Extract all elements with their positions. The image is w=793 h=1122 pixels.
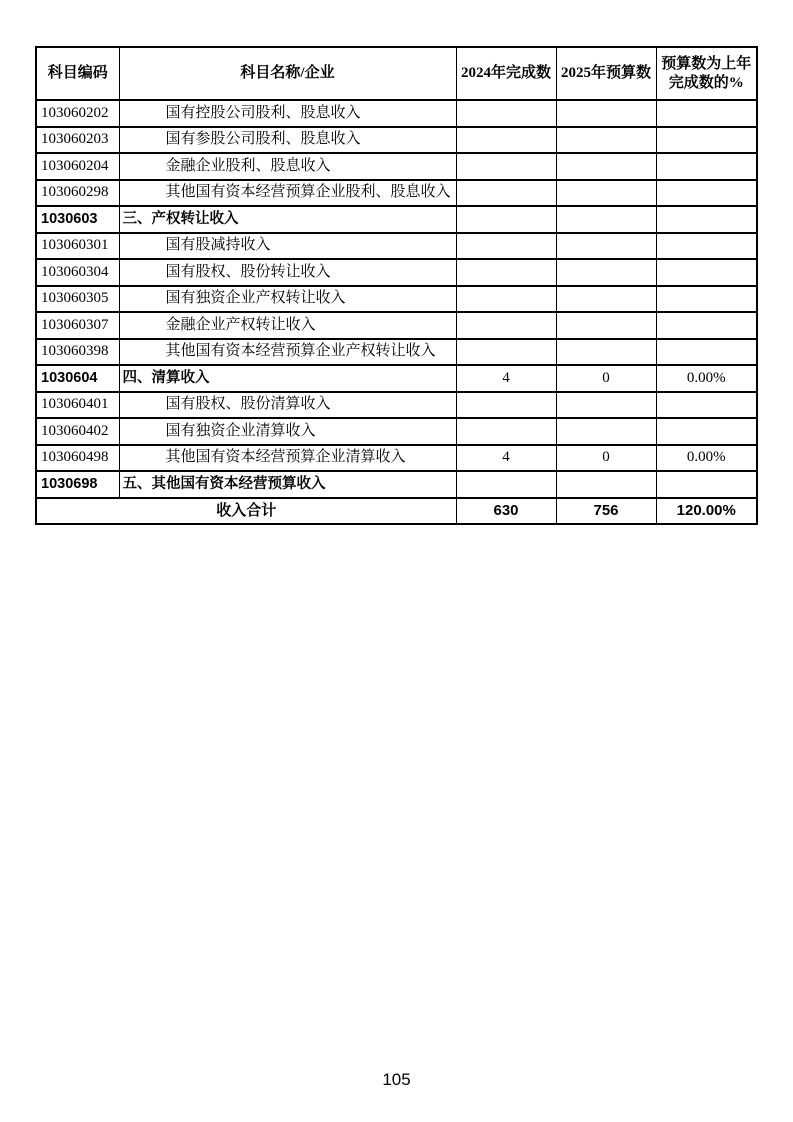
cell-pct-value: 0.00%: [656, 445, 757, 472]
cell-subject-code: 1030604: [36, 365, 119, 392]
cell-subject-code: 103060307: [36, 312, 119, 339]
cell-pct-value: [656, 127, 757, 154]
cell-2024-value: 4: [456, 365, 556, 392]
cell-subject-name: 四、清算收入: [119, 365, 456, 392]
table-row: [36, 445, 757, 472]
cell-2025-value: [556, 153, 656, 180]
cell-2025-value: [556, 127, 656, 154]
cell-subject-code: 103060301: [36, 233, 119, 260]
cell-2024-value: [456, 418, 556, 445]
cell-subject-code: 1030698: [36, 471, 119, 498]
cell-subject-name: 国有控股公司股利、股息收入: [119, 100, 456, 127]
cell-subject-name: 其他国有资本经营预算企业股利、股息收入: [119, 180, 456, 207]
table-row: [36, 392, 757, 419]
total-row-label: 收入合计: [36, 498, 456, 525]
cell-2024-value: [456, 153, 556, 180]
table-header-row: [36, 47, 757, 100]
cell-subject-code: 103060202: [36, 100, 119, 127]
column-header-subject-name: 科目名称/企业: [119, 47, 456, 100]
cell-subject-code: 103060401: [36, 392, 119, 419]
cell-subject-code: 103060203: [36, 127, 119, 154]
column-header-2024-completed: 2024年完成数: [456, 47, 556, 100]
cell-subject-name: 国有独资企业清算收入: [119, 418, 456, 445]
cell-2025-value: [556, 233, 656, 260]
total-2024-value: 630: [456, 498, 556, 525]
cell-2024-value: [456, 180, 556, 207]
cell-2025-value: 0: [556, 365, 656, 392]
cell-2024-value: [456, 312, 556, 339]
cell-2025-value: [556, 206, 656, 233]
cell-2025-value: [556, 286, 656, 313]
table-row: [36, 259, 757, 286]
budget-income-table: [35, 46, 758, 525]
column-header-subject-code: 科目编码: [36, 47, 119, 100]
cell-2025-value: [556, 259, 656, 286]
cell-2024-value: [456, 233, 556, 260]
cell-pct-value: [656, 471, 757, 498]
cell-subject-name: 金融企业产权转让收入: [119, 312, 456, 339]
total-pct-value: 120.00%: [656, 498, 757, 525]
total-row: [36, 498, 757, 525]
cell-subject-name: 其他国有资本经营预算企业清算收入: [119, 445, 456, 472]
cell-pct-value: [656, 100, 757, 127]
cell-subject-name: 三、产权转让收入: [119, 206, 456, 233]
cell-pct-value: [656, 153, 757, 180]
cell-pct-value: [656, 392, 757, 419]
cell-subject-code: 103060305: [36, 286, 119, 313]
cell-subject-name: 国有参股公司股利、股息收入: [119, 127, 456, 154]
cell-2024-value: [456, 127, 556, 154]
cell-pct-value: 0.00%: [656, 365, 757, 392]
cell-pct-value: [656, 206, 757, 233]
cell-subject-name: 国有股减持收入: [119, 233, 456, 260]
table-row: [36, 339, 757, 366]
cell-2024-value: [456, 100, 556, 127]
cell-2024-value: [456, 471, 556, 498]
cell-2025-value: [556, 392, 656, 419]
cell-pct-value: [656, 259, 757, 286]
table-row: [36, 418, 757, 445]
cell-2024-value: [456, 286, 556, 313]
cell-pct-value: [656, 418, 757, 445]
cell-2024-value: 4: [456, 445, 556, 472]
cell-2024-value: [456, 392, 556, 419]
table-row: [36, 180, 757, 207]
cell-subject-code: 103060298: [36, 180, 119, 207]
column-header-budget-pct: 预算数为上年完成数的%: [656, 47, 757, 100]
cell-2025-value: [556, 312, 656, 339]
cell-pct-value: [656, 286, 757, 313]
table-row: [36, 286, 757, 313]
cell-subject-code: 1030603: [36, 206, 119, 233]
cell-subject-name: 国有股权、股份清算收入: [119, 392, 456, 419]
cell-subject-code: 103060402: [36, 418, 119, 445]
cell-2024-value: [456, 206, 556, 233]
table-row: [36, 312, 757, 339]
cell-subject-code: 103060204: [36, 153, 119, 180]
cell-subject-name: 国有股权、股份转让收入: [119, 259, 456, 286]
table-row: [36, 127, 757, 154]
cell-2025-value: [556, 180, 656, 207]
cell-pct-value: [656, 233, 757, 260]
cell-2025-value: [556, 100, 656, 127]
cell-subject-code: 103060498: [36, 445, 119, 472]
cell-pct-value: [656, 312, 757, 339]
cell-2025-value: [556, 471, 656, 498]
cell-subject-name: 金融企业股利、股息收入: [119, 153, 456, 180]
total-2025-value: 756: [556, 498, 656, 525]
table-section-row: [36, 365, 757, 392]
cell-subject-code: 103060398: [36, 339, 119, 366]
cell-2025-value: 0: [556, 445, 656, 472]
cell-2024-value: [456, 339, 556, 366]
cell-pct-value: [656, 339, 757, 366]
cell-subject-name: 其他国有资本经营预算企业产权转让收入: [119, 339, 456, 366]
cell-2024-value: [456, 259, 556, 286]
table-row: [36, 233, 757, 260]
cell-subject-name: 五、其他国有资本经营预算收入: [119, 471, 456, 498]
table-section-row: [36, 471, 757, 498]
cell-subject-code: 103060304: [36, 259, 119, 286]
cell-subject-name: 国有独资企业产权转让收入: [119, 286, 456, 313]
table-row: [36, 153, 757, 180]
column-header-2025-budget: 2025年预算数: [556, 47, 656, 100]
page-number: 105: [382, 1070, 411, 1089]
table-row: [36, 100, 757, 127]
cell-pct-value: [656, 180, 757, 207]
cell-2025-value: [556, 418, 656, 445]
table-section-row: [36, 206, 757, 233]
cell-2025-value: [556, 339, 656, 366]
